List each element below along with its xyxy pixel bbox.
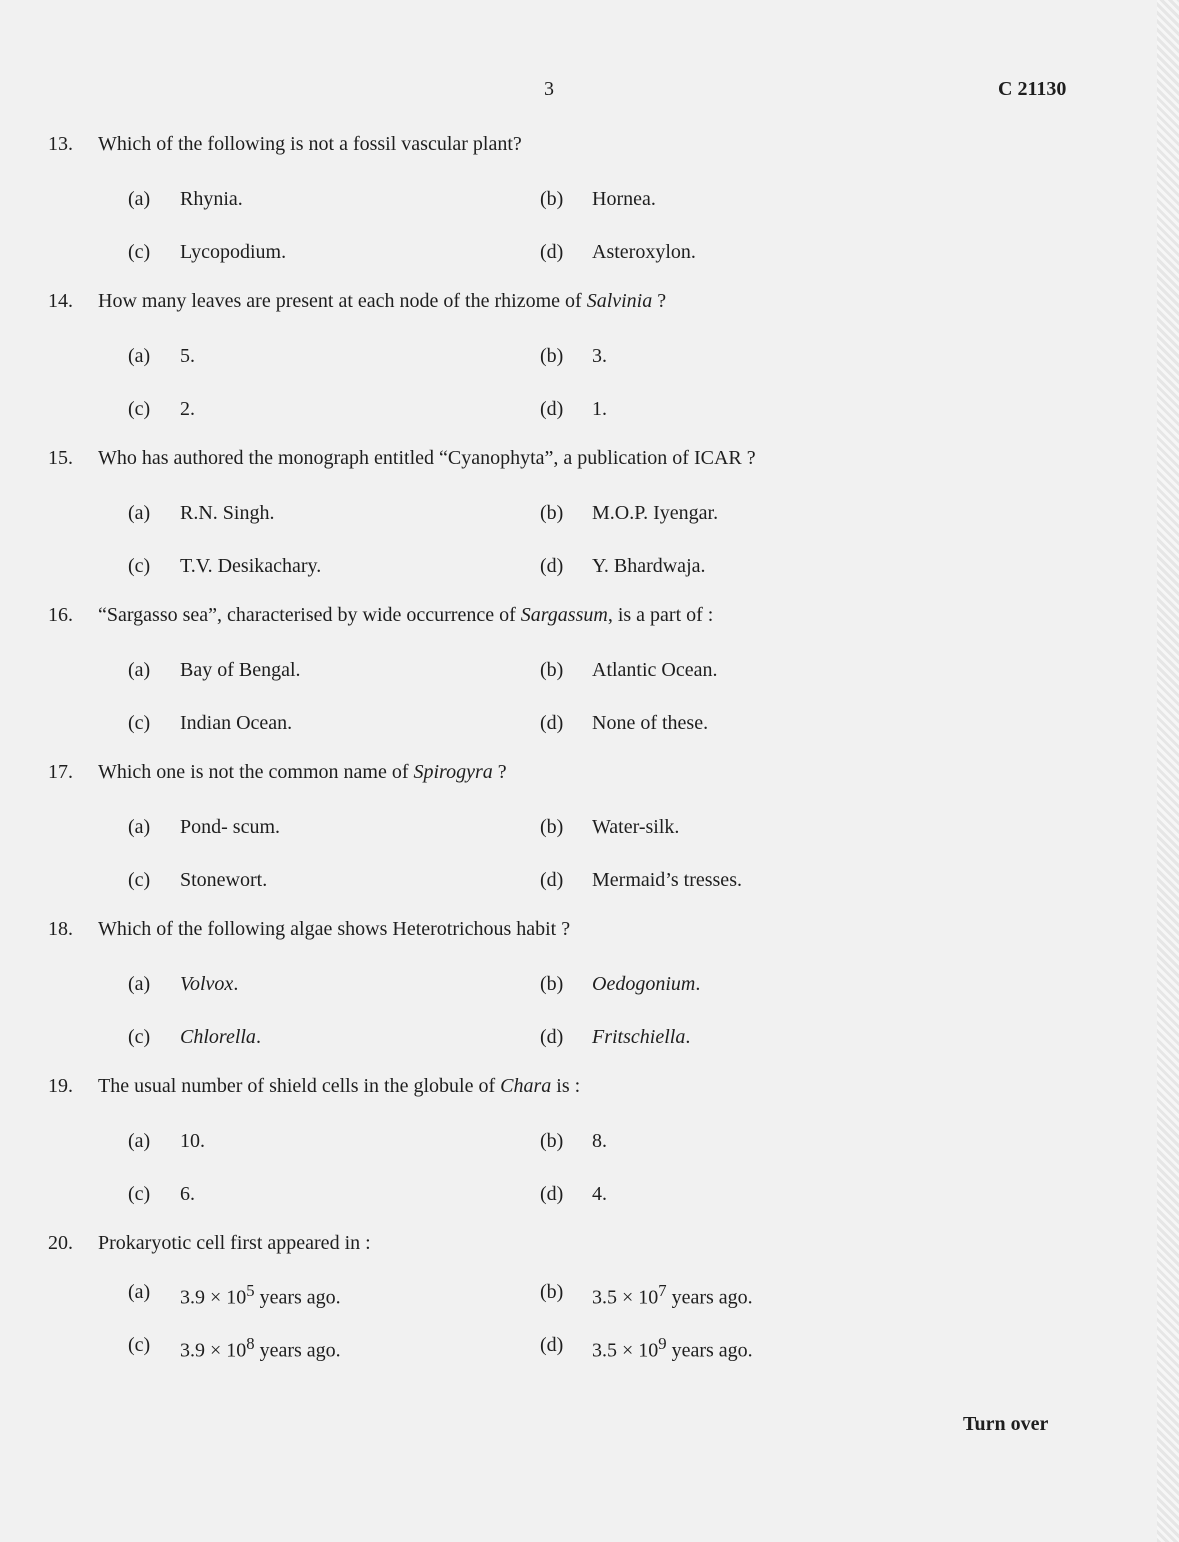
question-18 xyxy=(48,915,1098,1072)
option-b: (b) $3.5 \times 10^7$ years ago. xyxy=(540,1281,753,1309)
question-number: 17. xyxy=(48,761,73,783)
question-text: How many leaves are present at each node of the rhizome of Salvinia ? xyxy=(98,290,667,312)
option-d: (d) 4. xyxy=(540,1183,607,1205)
option-c: (c) $3.9 \times 10^8$ years ago. xyxy=(128,1334,341,1362)
option-b: (b) Hornea. xyxy=(540,188,656,210)
question-list xyxy=(48,130,1098,1386)
question-text: Which of the following is not a fossil vascular plant? xyxy=(98,133,522,155)
option-b: (b) Atlantic Ocean. xyxy=(540,659,718,681)
option-d: (d) Y. Bhardwaja. xyxy=(540,555,706,577)
question-20 xyxy=(48,1229,1098,1386)
question-number: 13. xyxy=(48,133,73,155)
question-text: Who has authored the monograph entitled “Cyanophyta”, a publication of ICAR ? xyxy=(98,447,756,469)
turn-over-note: Turn over xyxy=(963,1413,1049,1435)
option-a: (a) 10. xyxy=(128,1130,205,1152)
question-number: 15. xyxy=(48,447,73,469)
question-15 xyxy=(48,444,1098,601)
paper-code: C 21130 xyxy=(998,78,1067,100)
option-c: (c) Chlorella. xyxy=(128,1026,261,1048)
question-17 xyxy=(48,758,1098,915)
option-a: (a) 5. xyxy=(128,345,195,367)
option-b: (b) Oedogonium. xyxy=(540,973,701,995)
question-19 xyxy=(48,1072,1098,1229)
option-a: (a) $3.9 \times 10^5$ years ago. xyxy=(128,1281,341,1309)
question-number: 16. xyxy=(48,604,73,626)
option-d: (d) 1. xyxy=(540,398,607,420)
option-b: (b) Water-silk. xyxy=(540,816,680,838)
question-text: Which one is not the common name of Spirogyra ? xyxy=(98,761,507,783)
option-c: (c) T.V. Desikachary. xyxy=(128,555,322,577)
option-d: (d) Asteroxylon. xyxy=(540,241,696,263)
option-a: (a) Volvox. xyxy=(128,973,239,995)
question-14 xyxy=(48,287,1098,444)
option-b: (b) 8. xyxy=(540,1130,607,1152)
option-a: (a) R.N. Singh. xyxy=(128,502,275,524)
option-d: (d) $3.5 \times 10^9$ years ago. xyxy=(540,1334,753,1362)
option-a: (a) Bay of Bengal. xyxy=(128,659,301,681)
question-text: The usual number of shield cells in the globule of Chara is : xyxy=(98,1075,581,1097)
question-16 xyxy=(48,601,1098,758)
paper-edge-texture xyxy=(1157,0,1179,1542)
question-number: 19. xyxy=(48,1075,73,1097)
option-c: (c) 6. xyxy=(128,1183,195,1205)
option-a: (a) Pond- scum. xyxy=(128,816,280,838)
option-c: (c) Stonewort. xyxy=(128,869,268,891)
question-number: 20. xyxy=(48,1232,73,1254)
option-d: (d) Fritschiella. xyxy=(540,1026,691,1048)
option-b: (b) M.O.P. Iyengar. xyxy=(540,502,719,524)
question-text: Prokaryotic cell first appeared in : xyxy=(98,1232,371,1254)
option-d: (d) Mermaid’s tresses. xyxy=(540,869,742,891)
option-a: (a) Rhynia. xyxy=(128,188,243,210)
option-c: (c) Lycopodium. xyxy=(128,241,287,263)
question-number: 18. xyxy=(48,918,73,940)
option-d: (d) None of these. xyxy=(540,712,709,734)
question-text: “Sargasso sea”, characterised by wide occurrence of Sargassum, is a part of : xyxy=(98,604,714,626)
option-c: (c) 2. xyxy=(128,398,195,420)
page-number: 3 xyxy=(544,78,554,100)
question-number: 14. xyxy=(48,290,73,312)
option-c: (c) Indian Ocean. xyxy=(128,712,293,734)
question-13 xyxy=(48,130,1098,287)
option-b: (b) 3. xyxy=(540,345,607,367)
question-text: Which of the following algae shows Heterotrichous habit ? xyxy=(98,918,571,940)
